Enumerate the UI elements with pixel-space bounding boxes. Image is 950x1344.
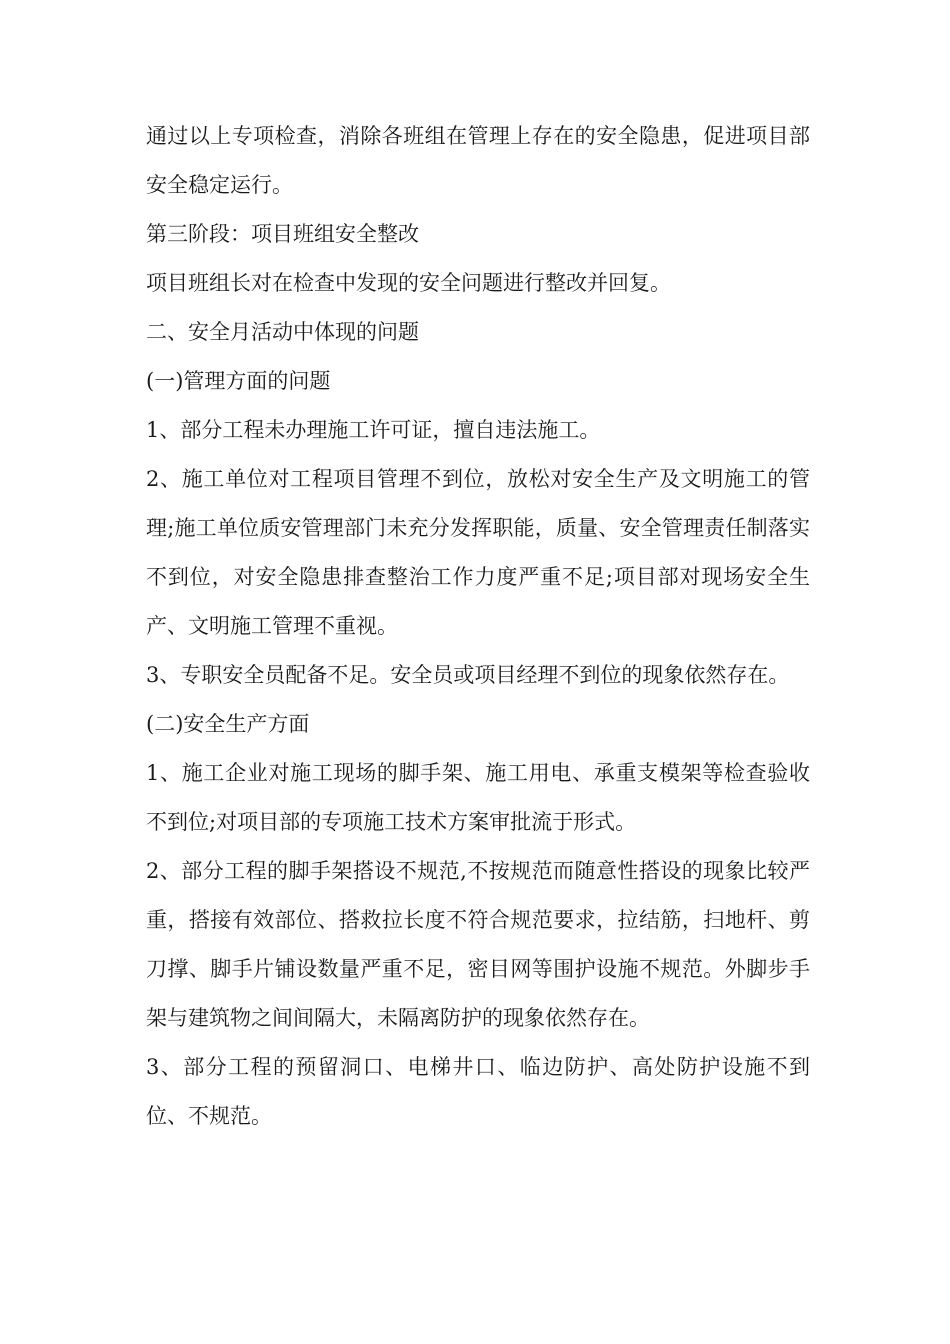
paragraph-safety-item-1: 1、施工企业对施工现场的脚手架、施工用电、承重支模架等检查验收不到位;对项目部的专项施工技术方案审批流于形式。 [146, 761, 810, 834]
paragraph-phase-three-heading: 第三阶段：项目班组安全整改 [146, 222, 419, 246]
subsection-heading-management: (一)管理方面的问题 [146, 369, 331, 393]
paragraph-management-item-1: 1、部分工程未办理施工许可证，擅自违法施工。 [146, 418, 601, 442]
paragraph-inspection-summary: 通过以上专项检查，消除各班组在管理上存在的安全隐患，促进项目部安全稳定运行。 [146, 124, 810, 197]
subsection-heading-safety-production: (二)安全生产方面 [146, 712, 310, 736]
paragraph-safety-item-3: 3、部分工程的预留洞口、电梯井口、临边防护、高处防护设施不到位、不规范。 [146, 1055, 810, 1128]
paragraph-management-item-3: 3、专职安全员配备不足。安全员或项目经理不到位的现象依然存在。 [146, 663, 790, 687]
document-body [146, 112, 810, 1141]
paragraph-rectification: 项目班组长对在检查中发现的安全问题进行整改并回复。 [146, 271, 671, 295]
paragraph-safety-item-2: 2、部分工程的脚手架搭设不规范,不按规范而随意性搭设的现象比较严重，搭接有效部位、搭救拉长度不符合规范要求，拉结筋，扫地杆、剪刀撑、脚手片铺设数量严重不足，密目网等围护设施不规范。外脚步手架与建筑物之间间隔大，未隔离防护的现象依然存在。 [146, 859, 810, 1030]
paragraph-management-item-2: 2、施工单位对工程项目管理不到位，放松对安全生产及文明施工的管理;施工单位质安管理部门未充分发挥职能，质量、安全管理责任制落实不到位，对安全隐患排查整治工作力度严重不足;项目部对现场安全生产、文明施工管理不重视。 [146, 467, 810, 638]
section-heading-problems: 二、安全月活动中体现的问题 [146, 320, 419, 344]
